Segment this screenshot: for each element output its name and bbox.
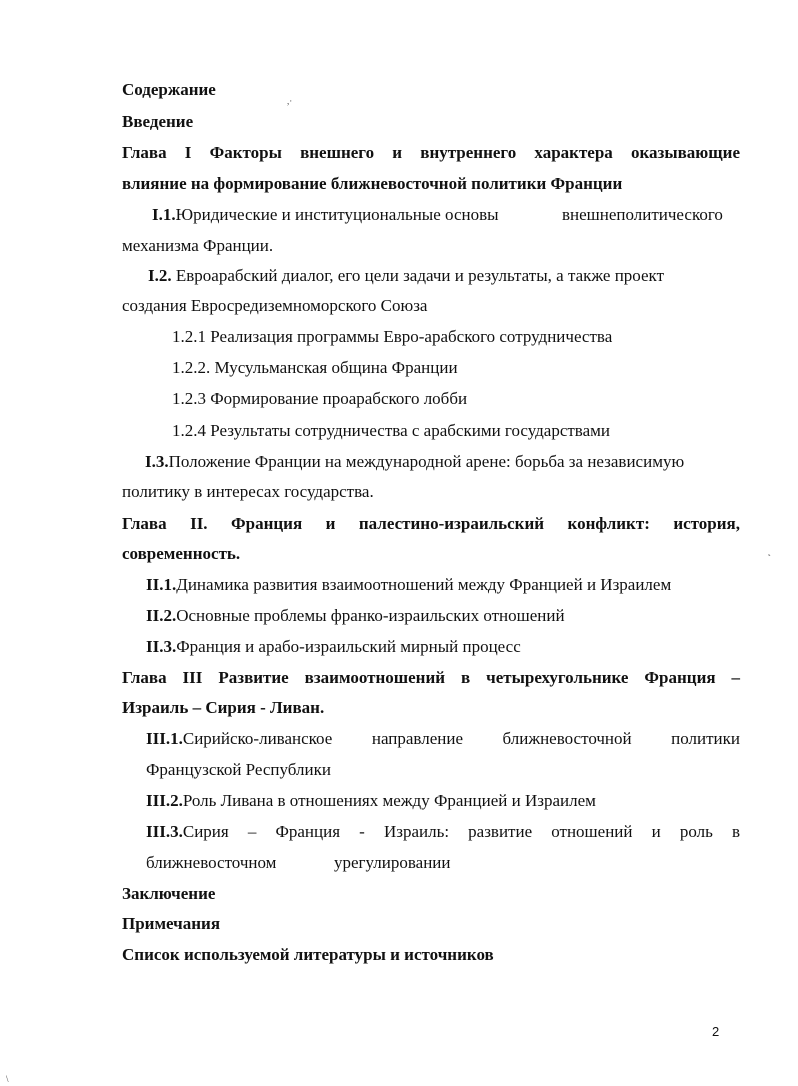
section-number: III.3. [146,822,183,841]
toc-section-2-3 [146,637,521,657]
section-text: Основные проблемы франко-израильских отношений [176,606,565,625]
toc-chapter-2-line-2: современность. [122,544,241,563]
section-text: Юридические и институциональные основы [175,205,499,224]
toc-section-3-2 [146,791,596,811]
page-number: 2 [712,1024,720,1039]
toc-subsection-1-2-2: 1.2.2. Мусульманская община Франции [172,358,458,377]
toc-chapter-3-line-2: Израиль – Сирия - Ливан. [122,698,325,717]
toc-section-3-1-line-2: Французской Республики [146,760,331,779]
scan-speck: \ [6,1074,9,1084]
section-text: Динамика развития взаимоотношений между Францией и Израилем [176,575,672,594]
section-text: Франция и арабо-израильский мирный процесс [176,637,521,656]
toc-chapter-3-line-1: Глава III Развитие взаимоотношений в четырехугольнике Франция – [122,668,740,687]
toc-section-3-3-line-2: ближневосточном [146,853,277,872]
toc-section-1-1-line-1-end: внешнеполитического [562,205,723,224]
scan-speck: ,· [287,96,293,106]
toc-subsection-1-2-3: 1.2.3 Формирование проарабского лобби [172,389,468,408]
section-text: Евроарабский диалог, его цели задачи и результаты, а также проект [171,266,665,285]
toc-section-3-3-line-2-end: урегулировании [334,853,451,872]
section-text: Сирия – Франция - Израиль: развитие отношений и роль в [182,822,740,841]
toc-section-3-3-line-1 [146,822,740,842]
section-text: Положение Франции на международной арене: борьба за независимую [168,452,685,471]
section-text: Роль Ливана в отношениях между Францией и Израилем [182,791,596,810]
toc-conclusion: Заключение [122,884,216,903]
section-number: II.2. [146,606,177,625]
toc-introduction: Введение [122,112,194,131]
toc-section-1-3-line-2: политику в интересах государства. [122,482,374,501]
section-text: Сирийско-ливанское направление ближневосточной политики [182,729,740,748]
toc-section-2-1 [146,575,671,595]
toc-chapter-2-line-1: Глава II. Франция и палестино-израильский конфликт: история, [122,514,740,533]
toc-section-1-1-line-1 [152,205,499,225]
section-number: III.2. [146,791,183,810]
toc-subsection-1-2-4: 1.2.4 Результаты сотрудничества с арабскими государствами [172,421,611,440]
section-number: II.3. [146,637,177,656]
toc-section-1-1-line-2: механизма Франции. [122,236,274,255]
toc-title: Содержание [122,80,216,99]
toc-chapter-1-line-2: влияние на формирование ближневосточной политики Франции [122,174,623,193]
toc-section-1-2-line-2: создания Евросредиземноморского Союза [122,296,428,315]
section-number: I.1. [152,205,176,224]
section-number: I.2. [148,266,172,285]
toc-notes: Примечания [122,914,221,933]
section-number: III.1. [146,729,183,748]
toc-section-1-3-line-1 [145,452,684,472]
toc-chapter-1-line-1: Глава I Факторы внешнего и внутреннего характера оказывающие [122,143,740,162]
toc-subsection-1-2-1: 1.2.1 Реализация программы Евро-арабского сотрудничества [172,327,613,346]
section-number: II.1. [146,575,177,594]
toc-bibliography: Список используемой литературы и источников [122,945,494,964]
scan-speck: ˛ [768,546,771,556]
toc-section-3-1-line-1 [146,729,740,749]
toc-section-1-2-line-1 [148,266,664,286]
toc-section-2-2 [146,606,565,626]
section-number: I.3. [145,452,169,471]
